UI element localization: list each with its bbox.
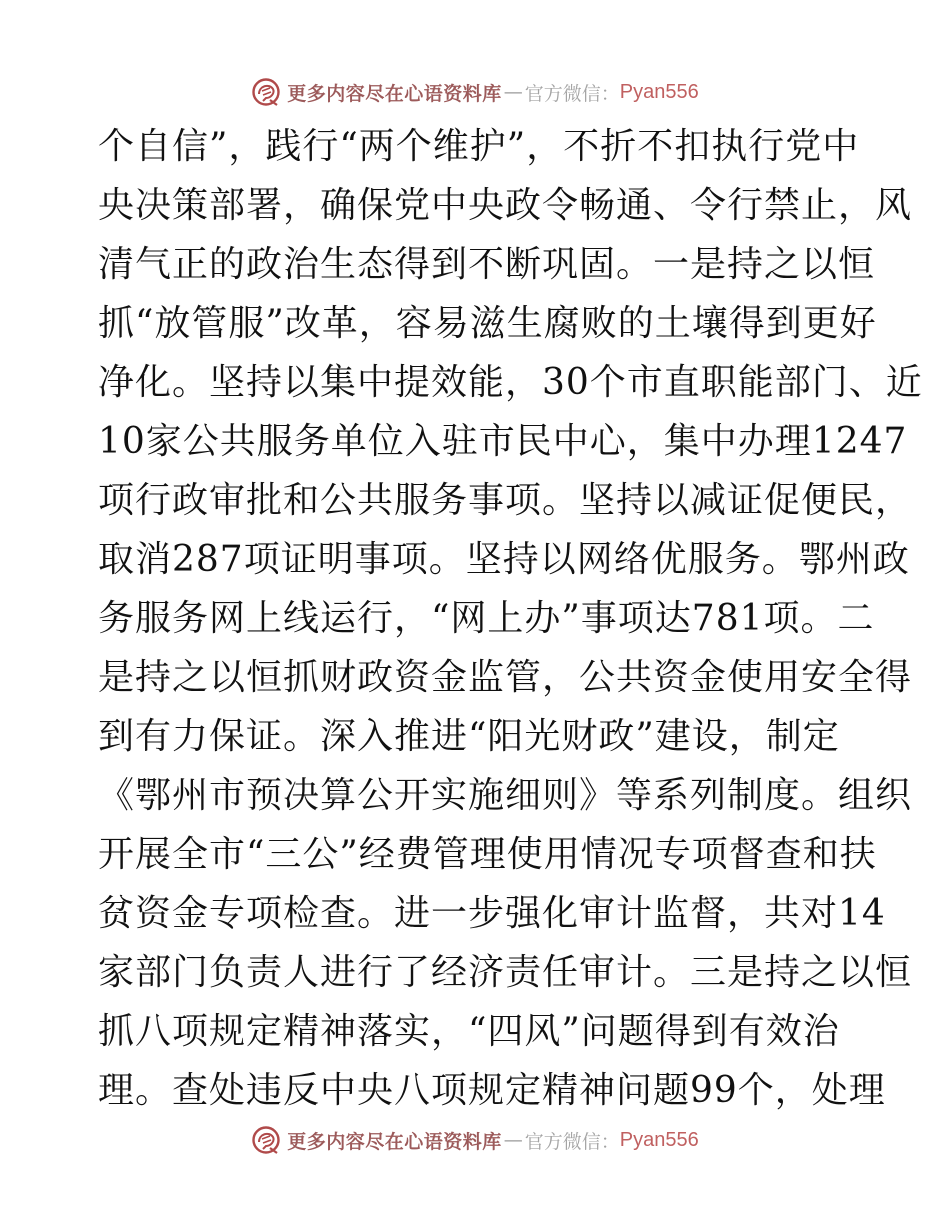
body-line: 取消287项证明事项。坚持以网络优服务。鄂州政 [98,539,910,580]
body-line: 项行政审批和公共服务事项。坚持以减证促便民， [98,480,913,521]
body-line: 《鄂州市预决算公开实施细则》等系列制度。组织 [98,775,913,816]
document-body [98,122,923,1125]
footer-wechat-id: Pyan556 [619,1128,699,1151]
body-line: 10家公共服务单位入驻市民中心，集中办理1247 [98,421,908,462]
brain-pen-logo-icon [251,1125,281,1155]
body-line: 抓“放管服”改革，容易滋生腐败的土壤得到更好 [98,303,877,344]
header-wechat-label: 官方微信： [524,82,620,105]
footer-main-text: 更多内容尽在心语资料库 [287,1130,502,1153]
body-line: 央决策部署，确保党中央政令畅通、令行禁止，风 [98,185,913,226]
body-line: 务服务网上线运行，“网上办”事项达781项。二 [98,598,875,639]
brain-pen-logo-icon [251,77,281,107]
body-line: 净化。坚持以集中提效能，30个市直职能部门、近 [98,362,923,403]
body-line: 抓八项规定精神落实，“四风”问题得到有效治 [98,1011,840,1052]
footer-dash: — [503,1129,523,1151]
header-main-text: 更多内容尽在心语资料库 [287,82,502,105]
body-line: 个自信”，践行“两个维护”，不折不扣执行党中 [98,126,860,167]
footer-banner-text [287,1127,699,1154]
body-line: 理。查处违反中央八项规定精神问题99个，处理 [98,1070,886,1111]
body-line: 家部门负责人进行了经济责任审计。三是持之以恒 [98,952,913,993]
header-banner [0,72,950,112]
body-line: 开展全市“三公”经费管理使用情况专项督查和扶 [98,834,877,875]
footer-wechat-label: 官方微信： [524,1130,620,1153]
body-line: 清气正的政治生态得到不断巩固。一是持之以恒 [98,244,876,285]
body-line: 是持之以恒抓财政资金监管，公共资金使用安全得 [98,657,913,698]
header-banner-text [287,79,699,106]
header-wechat-id: Pyan556 [619,80,699,103]
body-line: 贫资金专项检查。进一步强化审计监督，共对14 [98,893,886,934]
footer-banner [0,1120,950,1160]
header-dash: — [503,81,523,103]
body-line: 到有力保证。深入推进“阳光财政”建设，制定 [98,716,840,757]
